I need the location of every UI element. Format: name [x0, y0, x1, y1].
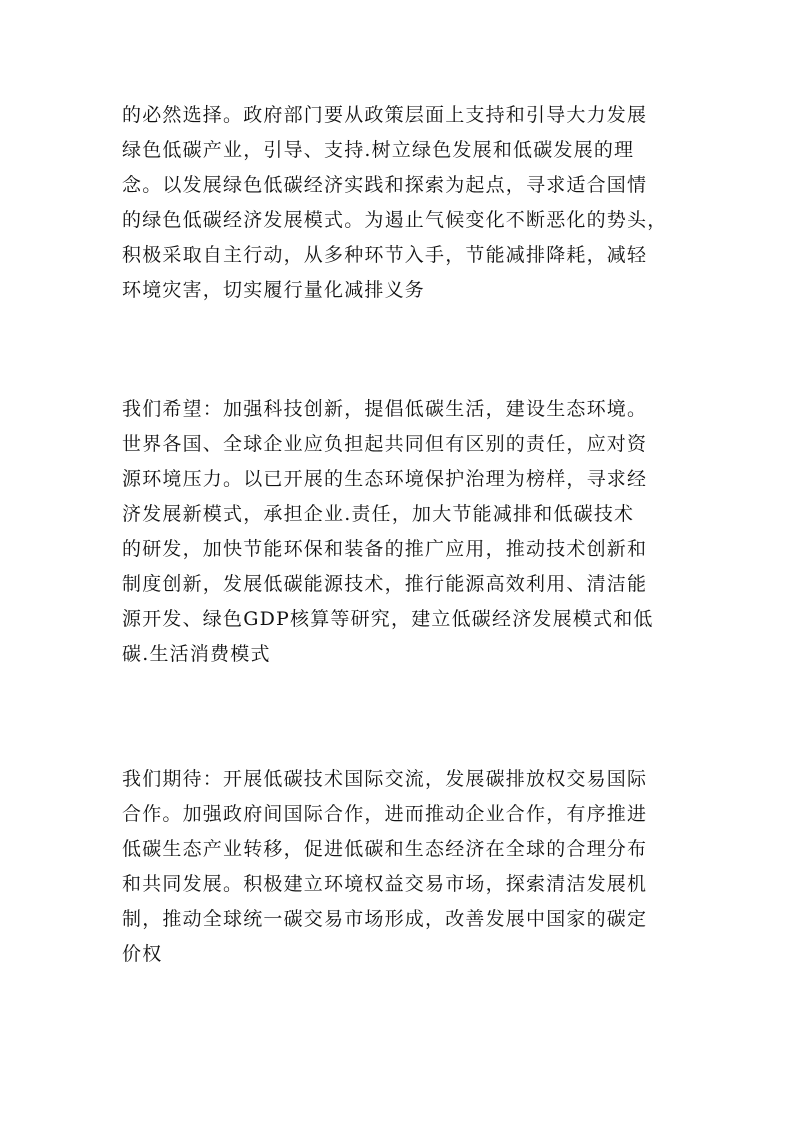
paragraph-line: 的研发，加快节能环保和装备的推广应用，推动技术创新和 — [122, 538, 648, 560]
paragraph-line: 的必然选择。政府部门要从政策层面上支持和引导大力发展 — [122, 104, 648, 126]
paragraph-line: 低碳生态产业转移，促进低碳和生态经济在全球的合理分布 — [122, 838, 648, 860]
paragraph-line: 合作。加强政府间国际合作，进而推动企业合作，有序推进 — [122, 803, 648, 825]
paragraph-line: 济发展新模式，承担企业.责任，加大节能减排和低碳技术 — [122, 503, 635, 525]
paragraph-line: 和共同发展。积极建立环境权益交易市场，探索清洁发展机 — [122, 873, 648, 895]
paragraph-line: 的绿色低碳经济发展模式。为遏止气候变化不断恶化的势头， — [122, 209, 668, 231]
paragraph-line: 碳.生活消费模式 — [122, 643, 271, 665]
paragraph-line: 价权 — [122, 943, 163, 965]
paragraph-line: 制度创新，发展低碳能源技术，推行能源高效利用、清洁能 — [122, 573, 648, 595]
paragraph-line: 绿色低碳产业，引导、支持.树立绿色发展和低碳发展的理 — [122, 139, 635, 161]
paragraph-line: 源环境压力。以已开展的生态环境保护治理为榜样，寻求经 — [122, 468, 648, 490]
paragraph-line: 念。以发展绿色低碳经济实践和探索为起点，寻求适合国情 — [122, 174, 648, 196]
paragraph-line: 环境灾害，切实履行量化减排义务 — [122, 279, 426, 301]
paragraph-we-hope — [122, 392, 682, 672]
paragraph-line: 积极采取自主行动，从多种环节入手，节能减排降耗，减轻 — [122, 244, 648, 266]
paragraph-line: 世界各国、全球企业应负担起共同但有区别的责任，应对资 — [122, 433, 648, 455]
paragraph-line: 我们期待：开展低碳技术国际交流，发展碳排放权交易国际 — [122, 768, 648, 790]
paragraph-line: 源开发、绿色GDP核算等研究，建立低碳经济发展模式和低 — [122, 608, 654, 630]
paragraph-line: 我们希望：加强科技创新，提倡低碳生活，建设生态环境。 — [122, 398, 648, 420]
paragraph-line: 制，推动全球统一碳交易市场形成，改善发展中国家的碳定 — [122, 908, 648, 930]
paragraph-we-expect — [122, 762, 682, 972]
paragraph-policy-choice — [122, 98, 682, 308]
